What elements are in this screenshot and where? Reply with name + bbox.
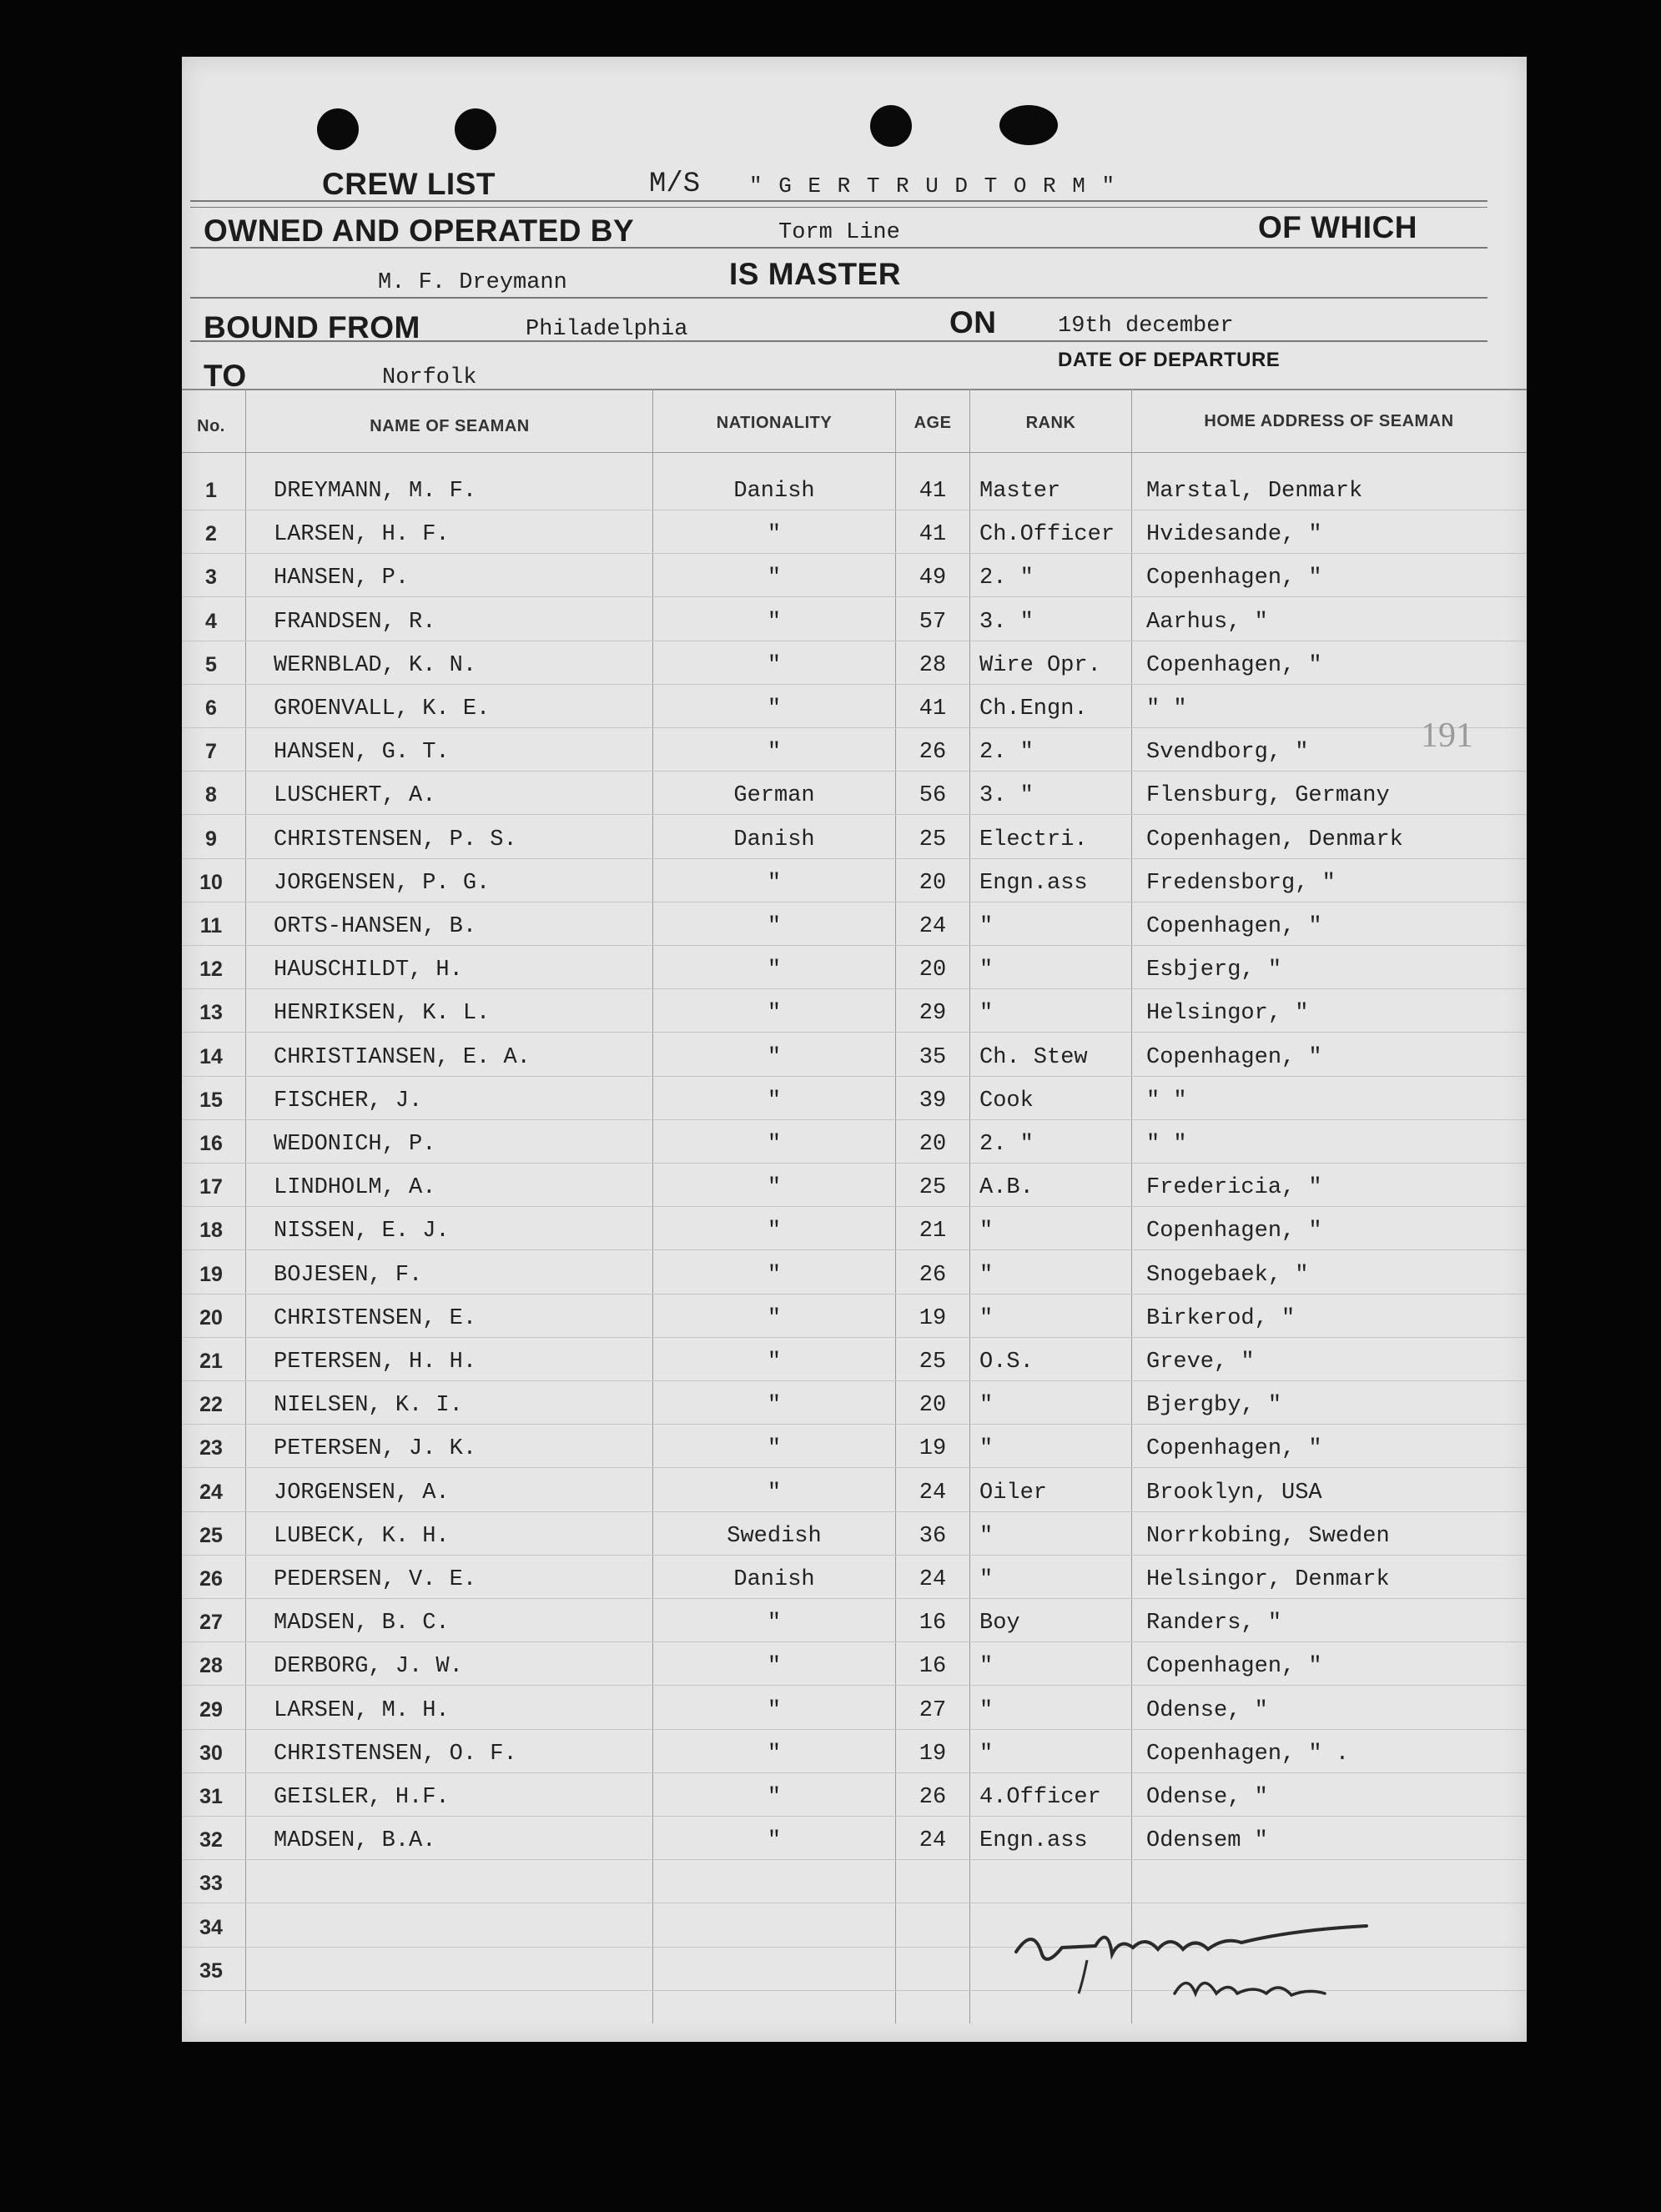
cell-address: Copenhagen, " . [1146, 1741, 1350, 1767]
table-row [182, 1642, 1527, 1686]
cell-rank: 3. " [979, 783, 1034, 809]
cell-age: 41 [919, 522, 947, 548]
header-rule [190, 200, 1487, 202]
cell-address: Greve, " [1146, 1350, 1255, 1375]
cell-name: HENRIKSEN, K. L. [274, 1001, 491, 1027]
cell-no: 3 [205, 566, 217, 590]
cell-age: 19 [919, 1741, 947, 1767]
table-row [182, 1425, 1527, 1468]
table-row [182, 902, 1527, 946]
cell-rank: Boy [979, 1611, 1020, 1636]
cell-age: 25 [919, 1350, 947, 1375]
cell-name: JORGENSEN, P. G. [274, 870, 491, 896]
punch-hole [455, 108, 496, 150]
cell-address: Odense, " [1146, 1785, 1268, 1810]
cell-no: 35 [199, 1958, 223, 1983]
cell-age: 19 [919, 1305, 947, 1331]
cell-no: 12 [199, 958, 223, 982]
cell-age: 41 [919, 479, 947, 504]
of-which-label: OF WHICH [1258, 210, 1418, 244]
cell-nationality: " [767, 914, 782, 939]
table-row [182, 1033, 1527, 1077]
cell-nationality: Danish [733, 1567, 815, 1592]
cell-no: 17 [199, 1175, 223, 1199]
cell-name: BOJESEN, F. [274, 1262, 423, 1288]
cell-name: GEISLER, H.F. [274, 1785, 450, 1810]
cell-age: 26 [919, 1785, 947, 1810]
cell-no: 23 [199, 1436, 223, 1460]
header-rule [190, 247, 1487, 249]
cell-address: Snogebaek, " [1146, 1262, 1309, 1288]
vessel-prefix: M/S [649, 168, 701, 200]
cell-address: Marstal, Denmark [1146, 479, 1363, 504]
cell-nationality: " [767, 1697, 782, 1723]
cell-rank: " [979, 914, 994, 939]
header-rule [190, 340, 1487, 342]
header-rule [190, 297, 1487, 299]
table-top-rule [182, 389, 1527, 390]
cell-no: 19 [199, 1262, 223, 1286]
cell-rank: " [979, 1393, 994, 1419]
cell-name: NIELSEN, K. I. [274, 1393, 463, 1419]
punch-hole [317, 108, 359, 150]
cell-name: PEDERSEN, V. E. [274, 1567, 477, 1592]
cell-name: DERBORG, J. W. [274, 1654, 463, 1680]
cell-no: 8 [205, 783, 217, 807]
cell-age: 35 [919, 1044, 947, 1070]
cell-address: Helsingor, Denmark [1146, 1567, 1390, 1592]
cell-nationality: " [767, 1741, 782, 1767]
cell-age: 16 [919, 1654, 947, 1680]
cell-rank: Cook [979, 1088, 1034, 1114]
cell-rank: " [979, 1305, 994, 1331]
table-row [182, 1687, 1527, 1730]
header-rule [190, 207, 1487, 208]
is-master-label: IS MASTER [729, 257, 901, 291]
cell-no: 1 [205, 479, 217, 502]
cell-age: 19 [919, 1436, 947, 1462]
cell-address: Copenhagen, " [1146, 914, 1322, 939]
cell-name: LINDHOLM, A. [274, 1175, 436, 1201]
cell-nationality: Swedish [727, 1523, 822, 1549]
cell-age: 26 [919, 1262, 947, 1288]
cell-name: CHRISTENSEN, O. F. [274, 1741, 517, 1767]
cell-rank: Oiler [979, 1480, 1048, 1506]
cell-no: 7 [205, 740, 217, 764]
cell-no: 20 [199, 1305, 223, 1330]
cell-rank: Electri. [979, 827, 1088, 852]
cell-name: LUBECK, K. H. [274, 1523, 450, 1549]
cell-no: 14 [199, 1044, 223, 1068]
cell-nationality: " [767, 609, 782, 635]
cell-no: 16 [199, 1132, 223, 1155]
master-signature [1008, 1902, 1442, 2023]
table-row [182, 1773, 1527, 1817]
cell-nationality: " [767, 1088, 782, 1114]
cell-no: 5 [205, 652, 217, 676]
col-head-age: AGE [914, 414, 952, 432]
cell-rank: 2. " [979, 1132, 1034, 1157]
cell-no: 34 [199, 1915, 223, 1939]
cell-nationality: " [767, 1393, 782, 1419]
cell-nationality: " [767, 1436, 782, 1462]
cell-rank: " [979, 1523, 994, 1549]
cell-age: 41 [919, 696, 947, 721]
cell-name: HAUSCHILDT, H. [274, 958, 463, 983]
cell-rank: " [979, 1001, 994, 1027]
cell-age: 24 [919, 1480, 947, 1506]
table-row [182, 1730, 1527, 1773]
cell-nationality: " [767, 740, 782, 766]
cell-name: CHRISTENSEN, E. [274, 1305, 477, 1331]
table-row [182, 1512, 1527, 1556]
table-row [182, 1817, 1527, 1860]
cell-no: 32 [199, 1828, 223, 1853]
table-row [182, 989, 1527, 1033]
cell-address: Norrkobing, Sweden [1146, 1523, 1390, 1549]
col-head-no: No. [197, 417, 225, 435]
cell-age: 24 [919, 1567, 947, 1592]
punch-hole [999, 105, 1058, 145]
cell-nationality: " [767, 566, 782, 591]
cell-age: 26 [919, 740, 947, 766]
cell-nationality: " [767, 1044, 782, 1070]
cell-name: PETERSEN, H. H. [274, 1350, 477, 1375]
cell-age: 25 [919, 827, 947, 852]
table-row [182, 1164, 1527, 1207]
cell-name: NISSEN, E. J. [274, 1219, 450, 1244]
punch-hole [870, 105, 912, 147]
cell-age: 20 [919, 870, 947, 896]
cell-name: LUSCHERT, A. [274, 783, 436, 809]
col-head-address: HOME ADDRESS OF SEAMAN [1204, 412, 1454, 430]
cell-nationality: " [767, 1175, 782, 1201]
cell-nationality: " [767, 696, 782, 721]
cell-no: 22 [199, 1393, 223, 1417]
cell-nationality: Danish [733, 479, 815, 504]
to-label: TO [204, 359, 247, 393]
cell-no: 29 [199, 1697, 223, 1722]
cell-name: FRANDSEN, R. [274, 609, 436, 635]
cell-age: 29 [919, 1001, 947, 1027]
cell-name: WEDONICH, P. [274, 1132, 436, 1157]
cell-age: 27 [919, 1697, 947, 1723]
cell-no: 18 [199, 1219, 223, 1243]
cell-name: MADSEN, B. C. [274, 1611, 450, 1636]
cell-no: 2 [205, 522, 217, 546]
cell-address: Copenhagen, " [1146, 1436, 1322, 1462]
cell-address: Copenhagen, Denmark [1146, 827, 1403, 852]
table-row [182, 946, 1527, 989]
cell-address: Brooklyn, USA [1146, 1480, 1322, 1506]
table-row [182, 685, 1527, 728]
cell-age: 16 [919, 1611, 947, 1636]
table-row [182, 1295, 1527, 1338]
cell-no: 13 [199, 1001, 223, 1025]
cell-name: LARSEN, H. F. [274, 522, 450, 548]
col-head-name: NAME OF SEAMAN [370, 417, 530, 435]
cell-nationality: " [767, 1001, 782, 1027]
cell-address: " " [1146, 1132, 1187, 1157]
cell-no: 31 [199, 1785, 223, 1808]
table-row [182, 554, 1527, 597]
cell-address: Copenhagen, " [1146, 1654, 1322, 1680]
cell-nationality: " [767, 870, 782, 896]
table-row [182, 859, 1527, 902]
cell-nationality: " [767, 652, 782, 678]
cell-address: Flensburg, Germany [1146, 783, 1390, 809]
table-row [182, 1251, 1527, 1295]
cell-name: GROENVALL, K. E. [274, 696, 491, 721]
cell-rank: A.B. [979, 1175, 1034, 1201]
cell-address: Esbjerg, " [1146, 958, 1282, 983]
cell-nationality: Danish [733, 827, 815, 852]
cell-nationality: " [767, 1219, 782, 1244]
cell-address: Aarhus, " [1146, 609, 1268, 635]
destination: Norfolk [382, 365, 477, 390]
cell-rank: O.S. [979, 1350, 1034, 1375]
table-row [182, 1469, 1527, 1512]
cell-address: " " [1146, 696, 1187, 721]
table-row [182, 1556, 1527, 1599]
cell-rank: " [979, 1741, 994, 1767]
cell-rank: " [979, 1567, 994, 1592]
cell-no: 6 [205, 696, 217, 720]
cell-address: Copenhagen, " [1146, 566, 1322, 591]
cell-age: 49 [919, 566, 947, 591]
cell-address: Copenhagen, " [1146, 1219, 1322, 1244]
cell-rank: Master [979, 479, 1061, 504]
cell-address: Birkerod, " [1146, 1305, 1296, 1331]
cell-age: 24 [919, 914, 947, 939]
cell-name: HANSEN, P. [274, 566, 410, 591]
cell-age: 20 [919, 1393, 947, 1419]
cell-rank: " [979, 1436, 994, 1462]
cell-name: CHRISTENSEN, P. S. [274, 827, 517, 852]
cell-address: " " [1146, 1088, 1187, 1114]
table-row [182, 1381, 1527, 1425]
cell-name: CHRISTIANSEN, E. A. [274, 1044, 531, 1070]
table-row [182, 1207, 1527, 1250]
cell-name: LARSEN, M. H. [274, 1697, 450, 1723]
cell-nationality: " [767, 1828, 782, 1854]
cell-rank: Ch. Stew [979, 1044, 1088, 1070]
cell-age: 20 [919, 1132, 947, 1157]
departure-date: 19th december [1058, 314, 1234, 339]
cell-no: 33 [199, 1872, 223, 1896]
table-row [182, 1338, 1527, 1381]
owned-label: OWNED AND OPERATED BY [204, 214, 635, 248]
cell-no: 27 [199, 1611, 223, 1635]
cell-age: 25 [919, 1175, 947, 1201]
cell-address: Hvidesande, " [1146, 522, 1322, 548]
table-row [182, 598, 1527, 641]
table-row [182, 510, 1527, 554]
cell-rank: Ch.Engn. [979, 696, 1088, 721]
cell-address: Copenhagen, " [1146, 652, 1322, 678]
cell-rank: 3. " [979, 609, 1034, 635]
cell-name: ORTS-HANSEN, B. [274, 914, 477, 939]
cell-rank: " [979, 958, 994, 983]
cell-nationality: " [767, 958, 782, 983]
cell-rank: Engn.ass [979, 870, 1088, 896]
form-title: CREW LIST [322, 167, 496, 201]
cell-address: Helsingor, " [1146, 1001, 1309, 1027]
cell-age: 57 [919, 609, 947, 635]
heading-rule [182, 452, 1527, 453]
cell-age: 56 [919, 783, 947, 809]
cell-nationality: " [767, 1785, 782, 1810]
cell-name: FISCHER, J. [274, 1088, 423, 1114]
cell-address: Svendborg, " [1146, 740, 1309, 766]
cell-name: PETERSEN, J. K. [274, 1436, 477, 1462]
cell-address: Odense, " [1146, 1697, 1268, 1723]
cell-no: 28 [199, 1654, 223, 1678]
cell-rank: 2. " [979, 740, 1034, 766]
cell-address: Fredensborg, " [1146, 870, 1336, 896]
cell-name: WERNBLAD, K. N. [274, 652, 477, 678]
cell-rank: Engn.ass [979, 1828, 1088, 1854]
cell-rank: " [979, 1219, 994, 1244]
cell-rank: 2. " [979, 566, 1034, 591]
cell-nationality: " [767, 1132, 782, 1157]
table-row [182, 1599, 1527, 1642]
cell-name: MADSEN, B.A. [274, 1828, 436, 1854]
cell-name: DREYMANN, M. F. [274, 479, 477, 504]
cell-no: 25 [199, 1523, 223, 1547]
table-row [182, 1077, 1527, 1120]
table-row [182, 728, 1527, 772]
cell-rank: 4.Officer [979, 1785, 1101, 1810]
cell-nationality: " [767, 1262, 782, 1288]
cell-no: 9 [205, 827, 217, 851]
cell-age: 36 [919, 1523, 947, 1549]
cell-no: 26 [199, 1567, 223, 1591]
table-row [182, 772, 1527, 815]
cell-age: 20 [919, 958, 947, 983]
cell-rank: " [979, 1654, 994, 1680]
cell-rank: Wire Opr. [979, 652, 1101, 678]
bound-from: Philadelphia [526, 317, 688, 342]
table-row [182, 1120, 1527, 1164]
cell-no: 15 [199, 1088, 223, 1112]
cell-name: JORGENSEN, A. [274, 1480, 450, 1506]
table-row [182, 467, 1527, 510]
cell-nationality: " [767, 1350, 782, 1375]
crew-list-sheet [182, 57, 1527, 2042]
cell-nationality: " [767, 1611, 782, 1636]
cell-address: Bjergby, " [1146, 1393, 1282, 1419]
cell-nationality: " [767, 1654, 782, 1680]
cell-no: 30 [199, 1741, 223, 1765]
cell-no: 21 [199, 1350, 223, 1373]
date-of-departure-label: DATE OF DEPARTURE [1058, 349, 1281, 371]
cell-age: 21 [919, 1219, 947, 1244]
cell-nationality: German [733, 783, 815, 809]
cell-no: 11 [199, 914, 223, 938]
stamp: 191 [1421, 716, 1473, 755]
cell-address: Odensem " [1146, 1828, 1268, 1854]
cell-no: 24 [199, 1480, 223, 1504]
cell-nationality: " [767, 1305, 782, 1331]
cell-address: Copenhagen, " [1146, 1044, 1322, 1070]
on-label: ON [949, 305, 997, 339]
table-row [182, 641, 1527, 685]
cell-rank: " [979, 1697, 994, 1723]
cell-age: 28 [919, 652, 947, 678]
cell-address: Fredericia, " [1146, 1175, 1322, 1201]
signature-stroke [1008, 1902, 1442, 2018]
cell-rank: Ch.Officer [979, 522, 1115, 548]
cell-nationality: " [767, 1480, 782, 1506]
cell-name: HANSEN, G. T. [274, 740, 450, 766]
owner: Torm Line [778, 220, 900, 245]
cell-address: Randers, " [1146, 1611, 1282, 1636]
table-row [182, 1860, 1527, 1903]
col-head-nationality: NATIONALITY [716, 414, 833, 432]
cell-age: 24 [919, 1828, 947, 1854]
col-head-rank: RANK [1025, 414, 1076, 432]
table-row [182, 816, 1527, 859]
cell-nationality: " [767, 522, 782, 548]
master-name: M. F. Dreymann [378, 270, 567, 295]
bound-from-label: BOUND FROM [204, 310, 420, 344]
cell-no: 4 [205, 609, 217, 633]
cell-rank: " [979, 1262, 994, 1288]
cell-no: 10 [199, 870, 223, 894]
vessel-name: " G E R T R U D T O R M " [749, 173, 1117, 199]
cell-age: 39 [919, 1088, 947, 1114]
